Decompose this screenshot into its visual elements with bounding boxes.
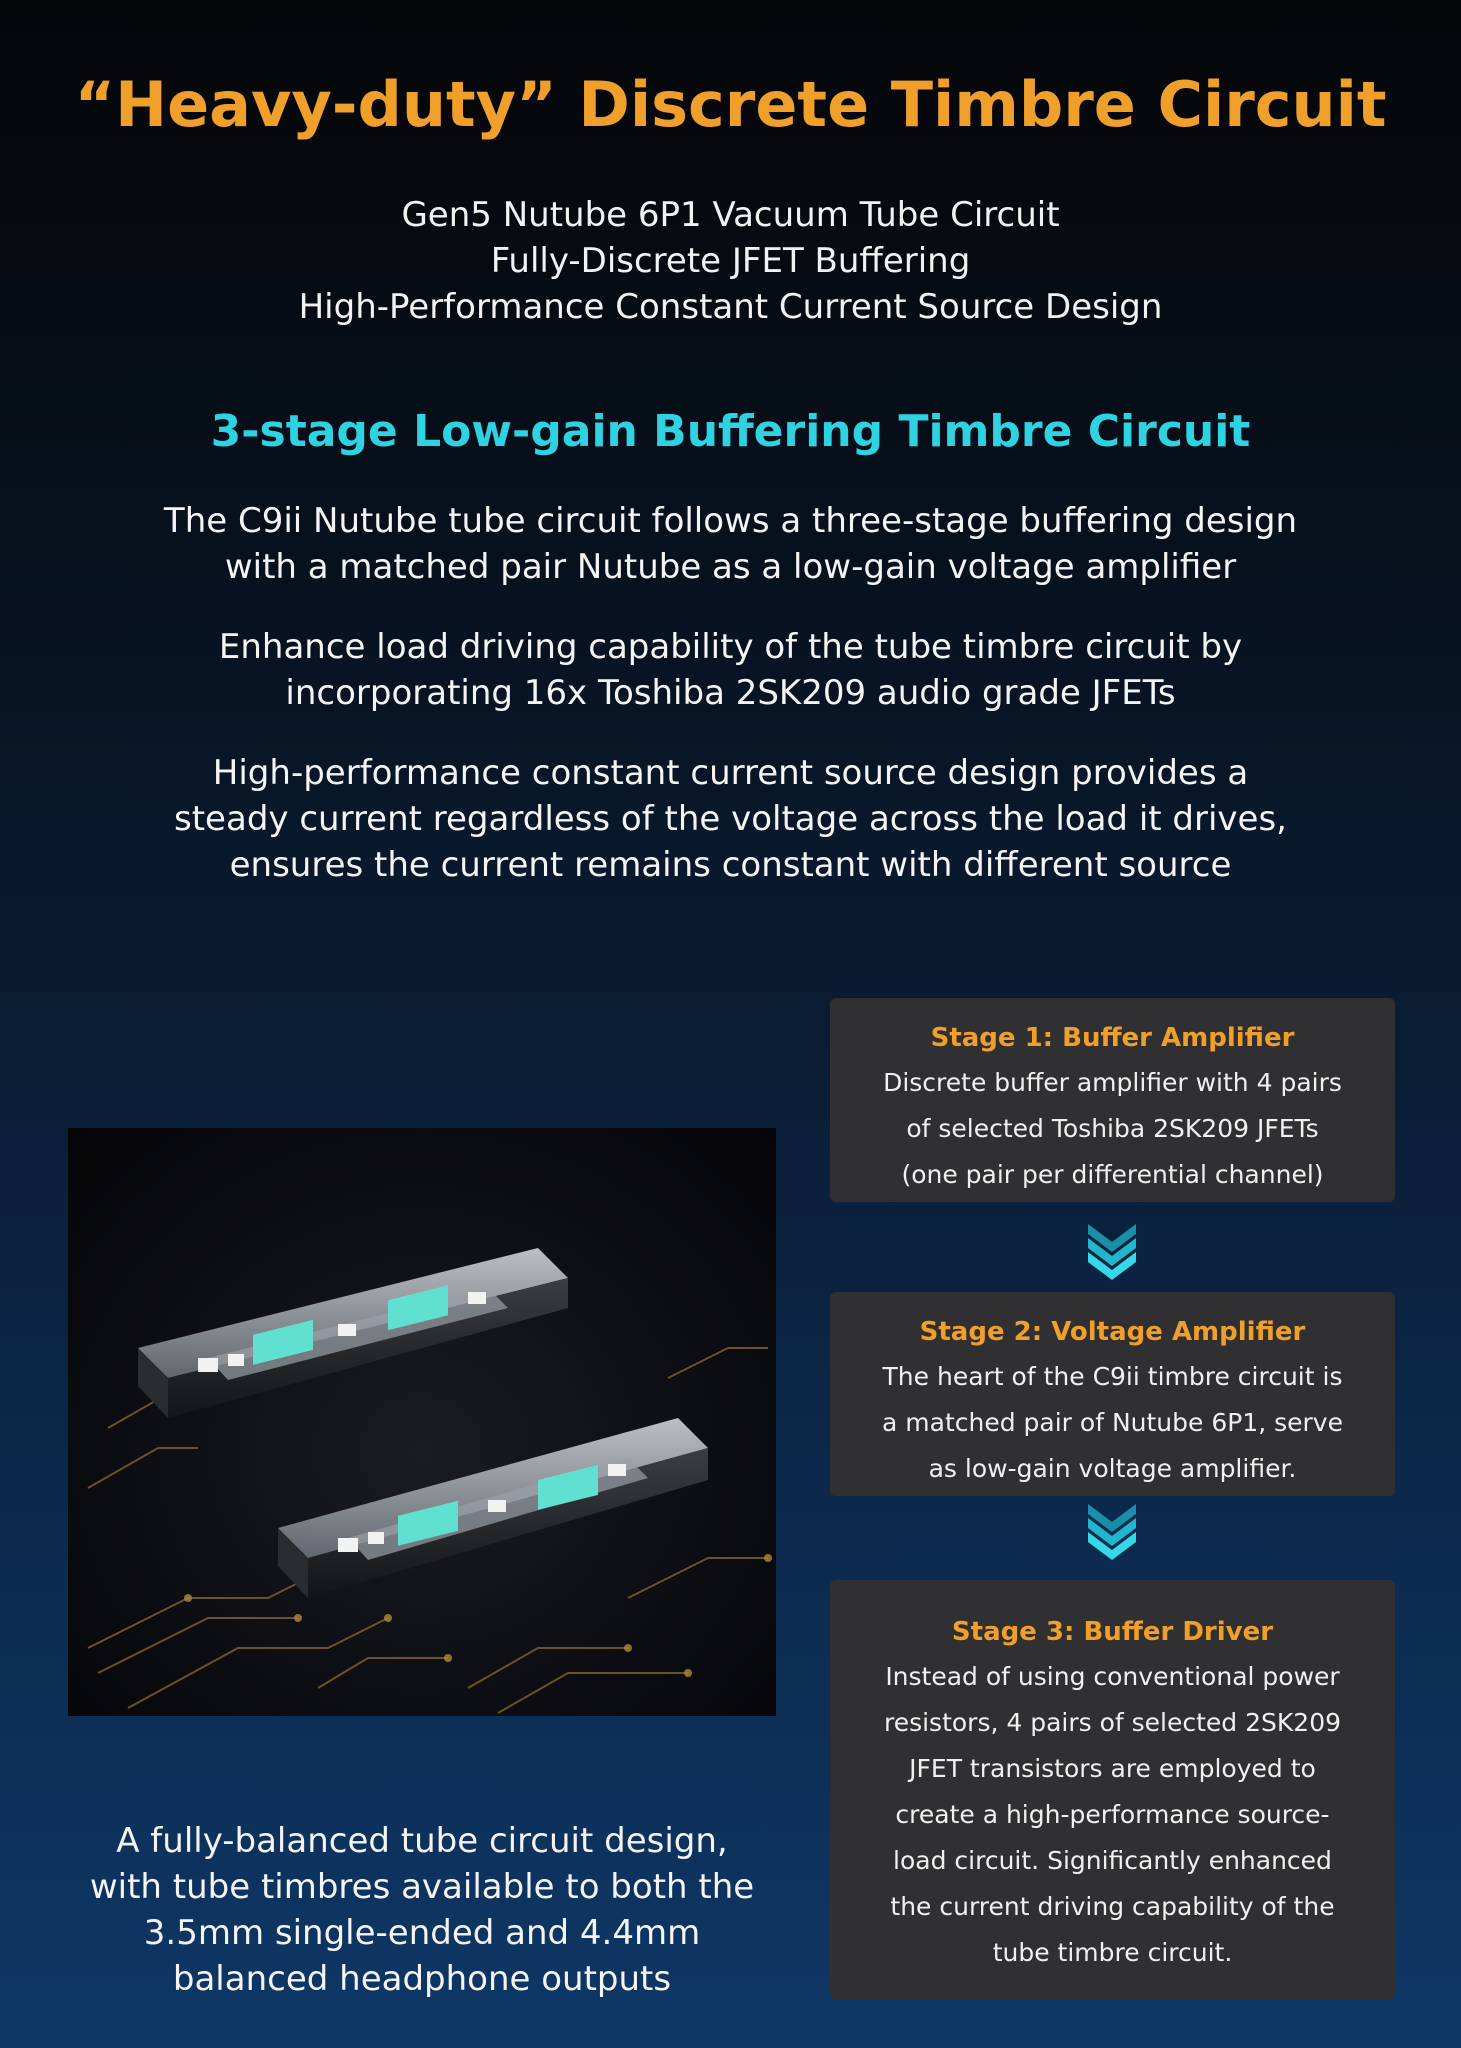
stage-3-description (830, 1654, 1395, 1976)
caption-line: A fully-balanced tube circuit design, (116, 1821, 728, 1861)
paragraph-design (0, 498, 1461, 590)
paragraph-jfet (0, 624, 1461, 716)
stage-3-card (830, 1580, 1395, 2000)
stage-line: a matched pair of Nutube 6P1, serve (882, 1408, 1343, 1437)
circuit-board-illustration (68, 1128, 776, 1716)
stage-line: as low-gain voltage amplifier. (928, 1454, 1297, 1483)
paragraph-line: The C9ii Nutube tube circuit follows a three-stage buffering design (163, 501, 1298, 541)
chevron-down-icon (1082, 1500, 1142, 1560)
paragraph-line: ensures the current remains constant with different source (229, 845, 1232, 885)
caption-line: with tube timbres available to both the (89, 1867, 755, 1907)
stage-line: create a high-performance source- (895, 1800, 1330, 1829)
paragraph-line: incorporating 16x Toshiba 2SK209 audio grade JFETs (285, 673, 1176, 713)
stage-2-title: Stage 2: Voltage Amplifier (919, 1317, 1306, 1347)
stage-line: Discrete buffer amplifier with 4 pairs (883, 1068, 1342, 1097)
chevron-down-icon (1082, 1220, 1142, 1280)
caption-line: 3.5mm single-ended and 4.4mm (143, 1913, 701, 1953)
stage-line: The heart of the C9ii timbre circuit is (882, 1362, 1343, 1391)
stage-2-description (830, 1354, 1395, 1492)
feature-line: Gen5 Nutube 6P1 Vacuum Tube Circuit (401, 195, 1060, 235)
paragraph-line: with a matched pair Nutube as a low-gain voltage amplifier (224, 547, 1237, 587)
feature-line: High-Performance Constant Current Source Design (298, 287, 1163, 327)
stage-line: the current driving capability of the (890, 1892, 1335, 1921)
stage-line: (one pair per differential channel) (901, 1160, 1324, 1189)
stage-line: JFET transistors are employed to (909, 1754, 1316, 1783)
circuit-board-image (68, 1128, 776, 1716)
feature-line: Fully-Discrete JFET Buffering (490, 241, 971, 281)
stage-line: resistors, 4 pairs of selected 2SK209 (883, 1708, 1342, 1737)
page-title: “Heavy-duty” Discrete Timbre Circuit (74, 68, 1387, 141)
feature-lines (0, 192, 1461, 330)
stage-line: tube timbre circuit. (992, 1938, 1233, 1967)
paragraph-line: steady current regardless of the voltage across the load it drives, (174, 799, 1287, 839)
stage-1-description (830, 1060, 1395, 1198)
paragraph-line: High-performance constant current source design provides a (212, 753, 1249, 793)
stage-line: load circuit. Significantly enhanced (893, 1846, 1332, 1875)
stage-1-card (830, 998, 1395, 1202)
stage-line: of selected Toshiba 2SK209 JFETs (906, 1114, 1319, 1143)
caption-line: balanced headphone outputs (172, 1959, 672, 1999)
stage-2-card (830, 1292, 1395, 1496)
circuit-caption (68, 1818, 776, 2002)
stage-1-title: Stage 1: Buffer Amplifier (930, 1023, 1295, 1053)
paragraph-line: Enhance load driving capability of the tube timbre circuit by (218, 627, 1243, 667)
stage-3-title: Stage 3: Buffer Driver (951, 1617, 1274, 1647)
stage-line: Instead of using conventional power (885, 1662, 1340, 1691)
section-title: 3-stage Low-gain Buffering Timbre Circuit (210, 406, 1251, 457)
paragraph-current-source (0, 750, 1461, 888)
